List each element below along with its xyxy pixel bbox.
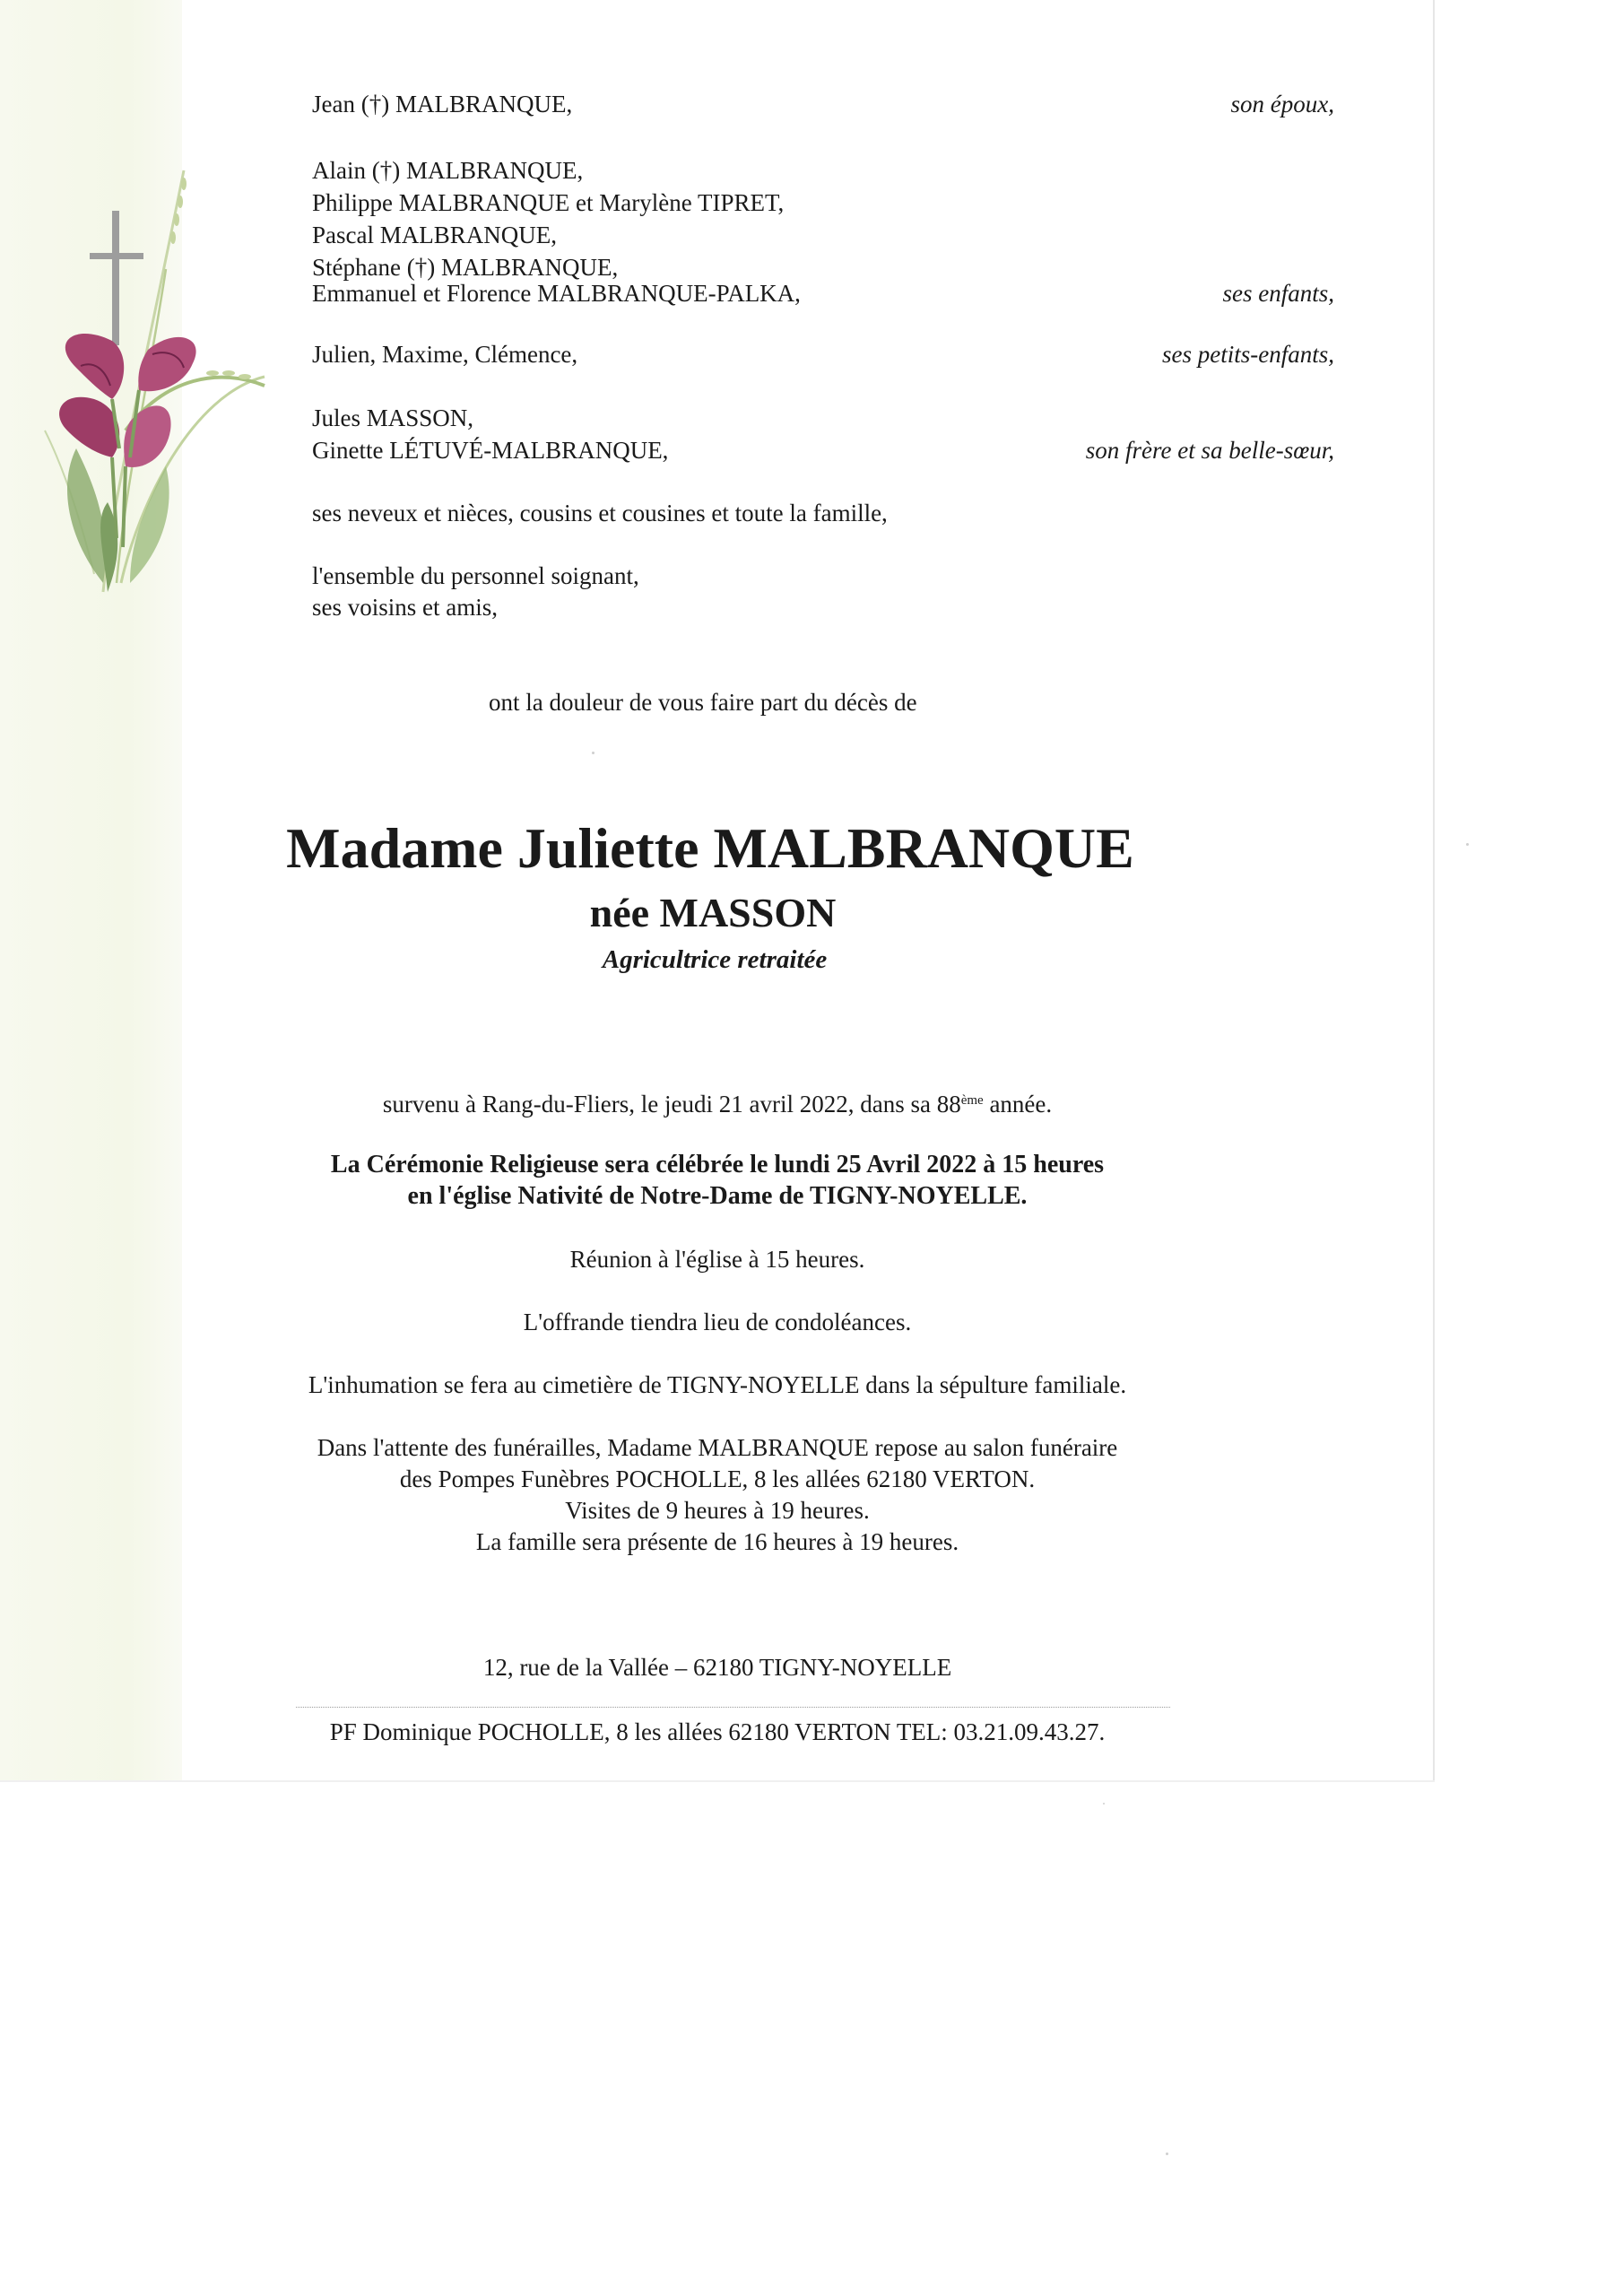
others-line: ses voisins et amis,: [312, 594, 498, 621]
viewing-line: Visites de 9 heures à 19 heures.: [565, 1497, 870, 1524]
child-name: Philippe MALBRANQUE et Marylène TIPRET,: [312, 189, 785, 216]
child-name: Emmanuel et Florence MALBRANQUE-PALKA,: [312, 280, 801, 307]
extended-family: ses neveux et nièces, cousins et cousines et toute la famille,: [312, 500, 888, 526]
ceremony-line: en l'église Nativité de Notre-Dame de TIGNY-NOYELLE.: [407, 1182, 1028, 1210]
deceased-name: Madame Juliette MALBRANQUE: [286, 816, 1134, 880]
scan-speck: [1103, 1803, 1105, 1805]
announcement-text: ont la douleur de vous faire part du décès de: [489, 689, 917, 716]
ordinal-suffix: ème: [960, 1093, 984, 1108]
meeting-text: Réunion à l'église à 15 heures.: [569, 1246, 865, 1273]
scan-speck: [1166, 2152, 1168, 2155]
sibling-name: Jules MASSON,: [312, 404, 474, 431]
footer-divider: [296, 1707, 1170, 1708]
deceased-occupation: Agricultrice retraitée: [602, 945, 828, 974]
grandchildren-names: Julien, Maxime, Clémence,: [312, 341, 578, 368]
husband-name: Jean (†) MALBRANQUE,: [312, 91, 573, 117]
grandchildren-relation: ses petits-enfants,: [1162, 341, 1334, 368]
children-relation: ses enfants,: [1222, 280, 1334, 307]
husband-relation: son époux,: [1230, 91, 1334, 117]
cross-and-lily-illustration: [40, 161, 282, 637]
child-name: Stéphane (†) MALBRANQUE,: [312, 254, 619, 281]
scan-speck: [592, 752, 595, 754]
offering-text: L'offrande tiendra lieu de condoléances.: [523, 1309, 912, 1335]
viewing-line: des Pompes Funèbres POCHOLLE, 8 les allées 62180 VERTON.: [399, 1465, 1036, 1492]
viewing-line: Dans l'attente des funérailles, Madame MALBRANQUE repose au salon funéraire: [317, 1434, 1118, 1461]
death-details: [0, 1089, 1435, 1119]
child-name: Alain (†) MALBRANQUE,: [312, 157, 584, 184]
deceased-maiden-name: née MASSON: [589, 890, 837, 935]
siblings-relation: son frère et sa belle-sœur,: [1085, 437, 1334, 464]
child-name: Pascal MALBRANQUE,: [312, 222, 557, 248]
others-line: l'ensemble du personnel soignant,: [312, 562, 639, 589]
family-address: 12, rue de la Vallée – 62180 TIGNY-NOYELLE: [482, 1654, 952, 1681]
viewing-line: La famille sera présente de 16 heures à 19 heures.: [475, 1528, 959, 1555]
death-details-text: survenu à Rang-du-Fliers, le jeudi 21 avril 2022, dans sa 88: [382, 1091, 961, 1118]
death-details-end: année.: [983, 1091, 1053, 1118]
funeral-home-footer: PF Dominique POCHOLLE, 8 les allées 62180 VERTON TEL: 03.21.09.43.27.: [329, 1718, 1106, 1745]
sibling-name: Ginette LÉTUVÉ-MALBRANQUE,: [312, 437, 669, 464]
burial-text: L'inhumation se fera au cimetière de TIGNY-NOYELLE dans la sépulture familiale.: [308, 1371, 1127, 1398]
sheet-bottom-edge: [0, 1780, 1435, 1782]
ceremony-line: La Cérémonie Religieuse sera célébrée le lundi 25 Avril 2022 à 15 heures: [330, 1151, 1105, 1178]
scan-speck: [1466, 843, 1469, 846]
